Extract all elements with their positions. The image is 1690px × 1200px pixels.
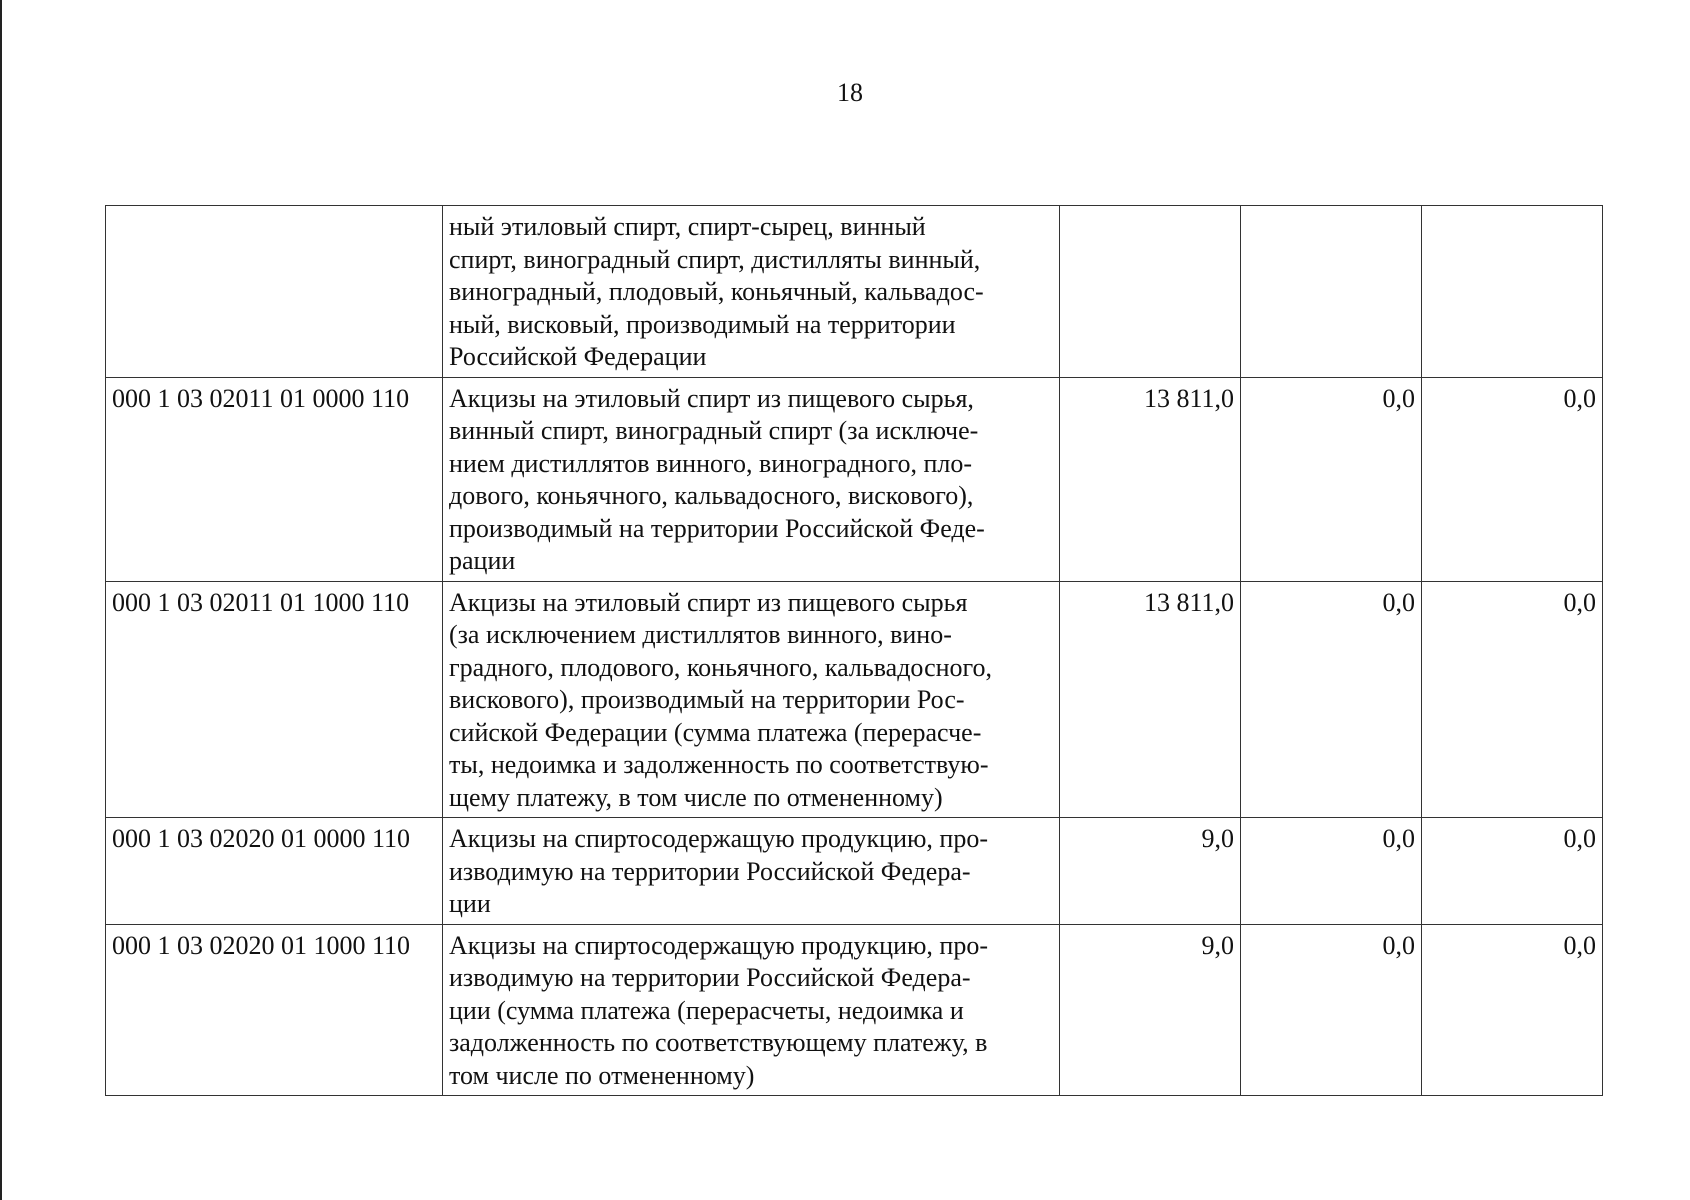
income-name-cell	[443, 818, 1060, 925]
income-name-line: винный спирт, виноградный спирт (за исключе-	[449, 416, 979, 445]
income-name-cell	[443, 581, 1060, 818]
income-name-line: щему платежу, в том числе по отмененному)	[449, 782, 943, 812]
income-name-cell	[443, 924, 1060, 1096]
page-edge-line	[0, 0, 2, 1200]
amount-cell-1: 9,0	[1060, 818, 1241, 925]
income-name-line: Акцизы на спиртосодержащую продукцию, про-	[449, 824, 988, 853]
income-name-line: рации	[449, 546, 516, 575]
budget-code-cell: 000 1 03 02011 01 1000 110	[106, 581, 443, 818]
income-name-line: вискового), производимый на территории Рос-	[449, 685, 965, 714]
income-name-line: задолженность по соответствующему платежу, в	[449, 1028, 988, 1057]
amount-cell-2: 0,0	[1241, 924, 1422, 1096]
income-name-line: ный этиловый спирт, спирт-сырец, винный	[449, 212, 926, 241]
budget-code-cell: 000 1 03 02011 01 0000 110	[106, 377, 443, 581]
income-name-line: спирт, виноградный спирт, дистилляты винный,	[449, 244, 981, 274]
income-name-line: нием дистиллятов винного, виноградного, пло-	[449, 448, 973, 478]
income-name-line: виноградный, плодовый, коньячный, кальвадос-	[449, 277, 984, 306]
income-name-cell	[443, 206, 1060, 378]
income-name-line: сийской Федерации (сумма платежа (перерасче-	[449, 717, 982, 747]
income-name-line: градного, плодового, коньячного, кальвадосного,	[449, 652, 993, 682]
amount-cell-3: 0,0	[1422, 924, 1603, 1096]
income-name-line: ции	[449, 889, 491, 918]
amount-cell-3: 0,0	[1422, 581, 1603, 818]
table-row	[106, 206, 1603, 378]
page-number: 18	[837, 78, 863, 107]
table-row	[106, 377, 1603, 581]
income-name-line: (за исключением дистиллятов винного, вино-	[449, 620, 952, 649]
amount-cell-1: 13 811,0	[1060, 581, 1241, 818]
income-name-line: изводимую на территории Российской Федера-	[449, 963, 971, 992]
amount-cell-2: 0,0	[1241, 818, 1422, 925]
income-name-line: изводимую на территории Российской Федера-	[449, 856, 971, 886]
income-name-line: Акцизы на этиловый спирт из пищевого сырья	[449, 587, 968, 617]
amount-cell-3	[1422, 206, 1603, 378]
income-name-cell	[443, 377, 1060, 581]
amount-cell-2	[1241, 206, 1422, 378]
table-row	[106, 924, 1603, 1096]
table-row	[106, 818, 1603, 925]
amount-cell-1: 9,0	[1060, 924, 1241, 1096]
amount-cell-2: 0,0	[1241, 377, 1422, 581]
income-name-line: Акцизы на этиловый спирт из пищевого сырья,	[449, 383, 974, 413]
budget-code-cell: 000 1 03 02020 01 0000 110	[106, 818, 443, 925]
income-name-line: дового, коньячного, кальвадосного, вискового),	[449, 481, 974, 510]
amount-cell-2: 0,0	[1241, 581, 1422, 818]
income-name-line: ты, недоимка и задолженность по соответствую-	[449, 750, 989, 779]
budget-table	[105, 205, 1603, 1096]
amount-cell-1: 13 811,0	[1060, 377, 1241, 581]
income-name-line: ный, висковый, производимый на территории	[449, 309, 956, 339]
income-name-line: ции (сумма платежа (перерасчеты, недоимка и	[449, 995, 964, 1025]
income-name-line: Российской Федерации	[449, 342, 707, 371]
income-name-line: том числе по отмененному)	[449, 1060, 755, 1090]
amount-cell-3: 0,0	[1422, 377, 1603, 581]
budget-code-cell: 000 1 03 02020 01 1000 110	[106, 924, 443, 1096]
income-name-line: Акцизы на спиртосодержащую продукцию, про-	[449, 930, 988, 960]
table-row	[106, 581, 1603, 818]
budget-code-cell	[106, 206, 443, 378]
amount-cell-1	[1060, 206, 1241, 378]
amount-cell-3: 0,0	[1422, 818, 1603, 925]
table-body	[106, 206, 1603, 1096]
income-name-line: производимый на территории Российской Феде-	[449, 513, 985, 543]
